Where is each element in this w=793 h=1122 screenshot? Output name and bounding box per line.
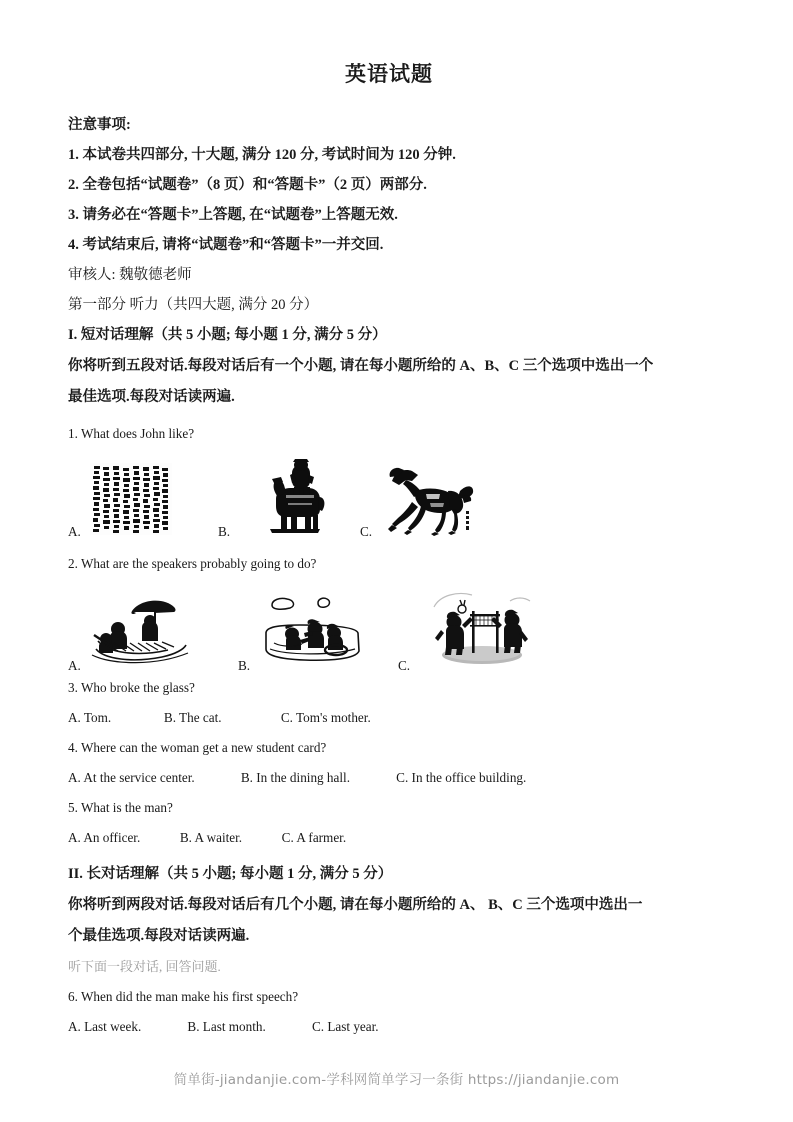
ink-painting-galloping-horse-icon <box>382 463 474 537</box>
section-I-instruction-line-1: 你将听到五段对话.每段对话后有一个小题, 请在每小题所给的 A、B、C 三个选项中选出一个 <box>68 358 654 374</box>
people-in-boat-with-umbrella-icon <box>88 593 200 667</box>
question-1-option-b[interactable] <box>218 453 378 539</box>
section-II-instruction-line-1: 你将听到两段对话.每段对话后有几个小题, 请在每小题所给的 A、 B、C 三个选项中选出一 <box>68 897 643 913</box>
question-4-stem: 4. Where can the woman get a new student card? <box>68 740 327 755</box>
question-1-option-a[interactable] <box>68 453 231 539</box>
question-4-options[interactable]: A. At the service center. B. In the dining hall. C. In the office building. <box>68 770 527 785</box>
question-1-option-c[interactable] <box>360 453 540 539</box>
section-I-instruction-line-2: 最佳选项.每段对话读两遍. <box>68 389 235 405</box>
page-title: 英语试题 <box>345 62 433 86</box>
footer-watermark: 简单街-jiandanjie.com-学科网简单学习一条街 https://jiandanjie.com <box>173 1072 620 1088</box>
notice-heading: 注意事项: <box>68 117 131 133</box>
children-playing-badminton-icon <box>424 589 540 669</box>
section-II-heading: II. 长对话理解（共 5 小题; 每小题 1 分, 满分 5 分） <box>68 866 393 882</box>
question-1-option-c-label: C. <box>360 524 373 539</box>
question-2-option-a[interactable] <box>68 583 238 673</box>
question-1-option-b-label: B. <box>218 524 231 539</box>
question-6-stem: 6. When did the man make his first speech? <box>68 989 299 1004</box>
question-2-option-c[interactable] <box>398 583 578 673</box>
question-3-options[interactable]: A. Tom. B. The cat. C. Tom's mother. <box>68 710 371 725</box>
part-one-heading: 第一部分 听力（共四大题, 满分 20 分） <box>68 297 319 313</box>
section-II-sub-instruction: 听下面一段对话, 回答问题. <box>68 959 221 974</box>
notice-item-2: 2. 全卷包括“试题卷”（8 页）和“答题卡”（2 页）两部分. <box>68 177 427 193</box>
children-swimming-icon <box>260 593 370 667</box>
question-2-option-a-label: A. <box>68 658 81 673</box>
reviewer-line: 审核人: 魏敬德老师 <box>68 267 192 283</box>
question-5-options[interactable]: A. An officer. B. A waiter. C. A farmer. <box>68 830 347 845</box>
section-II-instruction-line-2: 个最佳选项.每段对话读两遍. <box>68 928 250 944</box>
chinese-calligraphy-icon <box>90 463 172 535</box>
question-3-stem: 3. Who broke the glass? <box>68 680 195 695</box>
question-6-options[interactable]: A. Last week. B. Last month. C. Last year. <box>68 1019 379 1034</box>
notice-item-3: 3. 请务必在“答题卡”上答题, 在“试题卷”上答题无效. <box>68 207 398 223</box>
question-1-option-a-label: A. <box>68 524 81 539</box>
question-2-picture-options <box>68 581 728 673</box>
question-1-stem: 1. What does John like? <box>68 426 195 441</box>
question-2-option-b[interactable] <box>238 583 411 673</box>
question-5-stem: 5. What is the man? <box>68 800 173 815</box>
question-2-option-b-label: B. <box>238 658 251 673</box>
question-2-option-c-label: C. <box>398 658 411 673</box>
section-I-heading: I. 短对话理解（共 5 小题; 每小题 1 分, 满分 5 分） <box>68 327 387 343</box>
terracotta-horse-rider-icon <box>256 459 334 535</box>
notice-item-4: 4. 考试结束后, 请将“试题卷”和“答题卡”一并交回. <box>68 237 384 253</box>
question-2-stem: 2. What are the speakers probably going to do? <box>68 556 317 571</box>
question-1-picture-options <box>68 451 728 539</box>
document-body <box>68 58 728 1042</box>
notice-item-1: 1. 本试卷共四部分, 十大题, 满分 120 分, 考试时间为 120 分钟. <box>68 147 456 163</box>
